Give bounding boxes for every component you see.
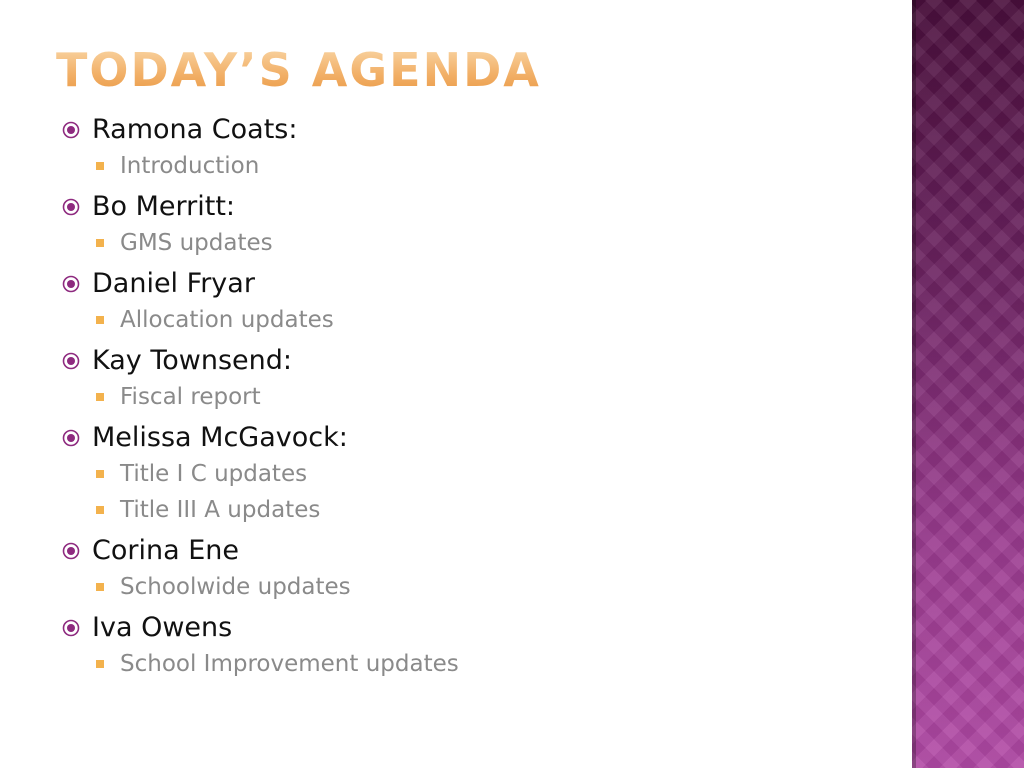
topic-item [96, 492, 882, 528]
presenter-row [62, 610, 882, 646]
presenter-name: Kay Townsend: [92, 345, 292, 376]
topic-label: School Improvement updates [120, 651, 459, 677]
topic-label: Introduction [120, 153, 260, 179]
presenter-name: Melissa McGavock: [92, 422, 348, 453]
topic-label: Allocation updates [120, 307, 334, 333]
decorative-side-panel [912, 0, 1024, 768]
square-bullet-icon [96, 239, 104, 247]
presenter-row [62, 189, 882, 225]
agenda-item [62, 610, 882, 682]
topic-item [96, 646, 882, 682]
presenter-name: Corina Ene [92, 535, 239, 566]
presenter-row [62, 420, 882, 456]
agenda-item [62, 533, 882, 605]
agenda-list [62, 112, 882, 682]
topic-item [96, 225, 882, 261]
topic-list [62, 569, 882, 605]
circle-bullet-icon [62, 275, 80, 293]
square-bullet-icon [96, 583, 104, 591]
presenter-row [62, 533, 882, 569]
presenter-row [62, 343, 882, 379]
topic-label: Title I C updates [120, 461, 308, 487]
presenter-name: Daniel Fryar [92, 268, 255, 299]
square-bullet-icon [96, 393, 104, 401]
presenter-row [62, 112, 882, 148]
presenter-row [62, 266, 882, 302]
topic-list [62, 646, 882, 682]
circle-bullet-icon [62, 121, 80, 139]
topic-label: Fiscal report [120, 384, 261, 410]
square-bullet-icon [96, 660, 104, 668]
topic-list [62, 379, 882, 415]
topic-item [96, 456, 882, 492]
presenter-name: Ramona Coats: [92, 114, 298, 145]
topic-item [96, 569, 882, 605]
square-bullet-icon [96, 162, 104, 170]
presenter-name: Iva Owens [92, 612, 233, 643]
presenter-name: Bo Merritt: [92, 191, 236, 222]
topic-list [62, 302, 882, 338]
agenda-item [62, 343, 882, 415]
circle-bullet-icon [62, 542, 80, 560]
square-bullet-icon [96, 506, 104, 514]
circle-bullet-icon [62, 352, 80, 370]
topic-label: GMS updates [120, 230, 273, 256]
slide-title: TODAY’S AGENDA [56, 38, 541, 102]
topic-list [62, 225, 882, 261]
topic-label: Title III A updates [120, 497, 321, 523]
circle-bullet-icon [62, 619, 80, 637]
agenda-item [62, 420, 882, 528]
square-bullet-icon [96, 316, 104, 324]
topic-label: Schoolwide updates [120, 574, 351, 600]
topic-item [96, 148, 882, 184]
topic-list [62, 148, 882, 184]
agenda-item [62, 189, 882, 261]
agenda-item [62, 112, 882, 184]
circle-bullet-icon [62, 429, 80, 447]
agenda-item [62, 266, 882, 338]
circle-bullet-icon [62, 198, 80, 216]
square-bullet-icon [96, 470, 104, 478]
topic-item [96, 379, 882, 415]
topic-item [96, 302, 882, 338]
topic-list [62, 456, 882, 528]
